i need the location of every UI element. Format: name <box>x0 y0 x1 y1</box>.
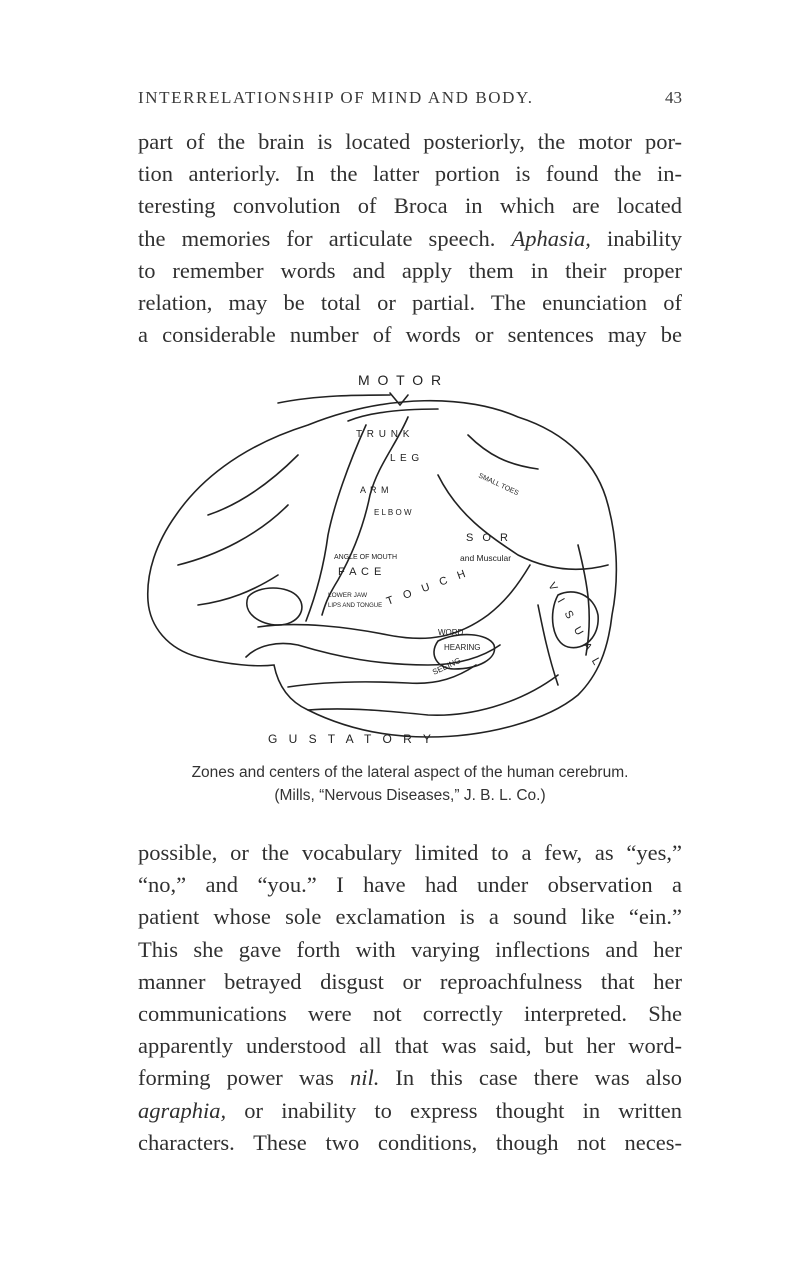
brain-diagram <box>138 365 682 760</box>
paragraph-top <box>138 126 682 351</box>
label-lower-jaw: LOWER JAW <box>328 592 368 599</box>
text-line: part of the brain is located posteriorly, the motor por- <box>138 129 682 154</box>
text-line: a considerable number of words or sentences may be <box>138 322 682 348</box>
running-head <box>138 88 682 112</box>
page-number: 43 <box>665 88 682 107</box>
text-line: This she gave forth with varying inflections and her <box>138 936 682 962</box>
brain-illustration <box>138 365 682 760</box>
parieto-sulcus <box>468 435 538 469</box>
label-face: F A C E <box>338 566 383 578</box>
term-aphasia: Aphasia, <box>511 225 591 251</box>
text-line: apparently understood all that was said, but her word- <box>138 1033 682 1059</box>
term-nil: nil. <box>349 1065 380 1091</box>
text-segment: forming power was <box>138 1065 350 1091</box>
text-segment: inability <box>590 225 683 251</box>
label-sensory: S O R <box>466 532 511 544</box>
label-trunk: T R U N K <box>356 429 411 440</box>
text-line: patient whose sole exclamation is a sound like “ein.” <box>138 904 682 930</box>
term-agraphia: agraphia, <box>138 1097 227 1123</box>
paragraph-bottom <box>138 837 682 1159</box>
superior-fold <box>348 409 438 421</box>
label-lips: LIPS AND TONGUE <box>328 603 383 609</box>
temporal-sulcus <box>308 675 558 715</box>
label-mouth: ANGLE OF MOUTH <box>334 554 398 561</box>
text-line: relation, may be total or partial. The enunciation of <box>138 290 682 316</box>
frontal-sulcus-3 <box>198 575 278 605</box>
text-line: “no,” and “you.” I have had under observation a <box>138 872 682 898</box>
running-head-title: INTERRELATIONSHIP OF MIND AND BODY. <box>138 88 534 107</box>
label-elbow: E L B O W <box>374 508 412 517</box>
text-line: teresting convolution of Broca in which are located <box>138 193 682 219</box>
frontal-sulcus-2 <box>178 505 288 565</box>
label-visual: V I S U A L <box>545 580 605 671</box>
text-segment: or inability to express thought in written <box>226 1097 682 1123</box>
label-muscular: and Muscular <box>460 553 512 563</box>
text-line: communications were not correctly interpreted. She <box>138 1001 682 1027</box>
label-motor: M O T O R <box>358 372 444 388</box>
label-leg: L E G <box>390 453 421 464</box>
text-segment: the memories for articulate speech. <box>138 225 496 251</box>
text-line: to remember words and apply them in their proper <box>138 257 682 283</box>
text-line: possible, or the vocabulary limited to a few, as “yes,” <box>138 840 682 865</box>
label-hearing: HEARING <box>444 643 481 652</box>
text-line: characters. These two conditions, though not neces- <box>138 1129 682 1155</box>
frontal-sulcus-1 <box>208 455 298 515</box>
label-gustatory: G U S T A T O R Y <box>268 732 435 746</box>
occipital-sulcus <box>538 605 558 685</box>
label-touch: T O U C H <box>384 566 471 608</box>
label-small-toes: SMALL TOES <box>477 472 520 498</box>
label-seeing: SEEING <box>431 655 463 677</box>
broca-area <box>247 588 302 625</box>
text-segment: In this case there was also <box>379 1065 682 1091</box>
text-line <box>138 1062 682 1094</box>
label-word: WORD <box>438 628 464 637</box>
figure-source: (Mills, “Nervous Diseases,” J. B. L. Co.) <box>274 787 546 804</box>
text-line: manner betrayed disgust or reproachfulness that her <box>138 968 682 994</box>
text-line <box>138 1095 682 1127</box>
label-arm: A R M <box>360 485 390 495</box>
figure-caption: Zones and centers of the lateral aspect of the human cerebrum. <box>191 764 629 781</box>
text-line: tion anteriorly. In the latter portion is found the in- <box>138 161 682 187</box>
motor-bracket <box>278 395 390 403</box>
text-line <box>138 223 682 255</box>
